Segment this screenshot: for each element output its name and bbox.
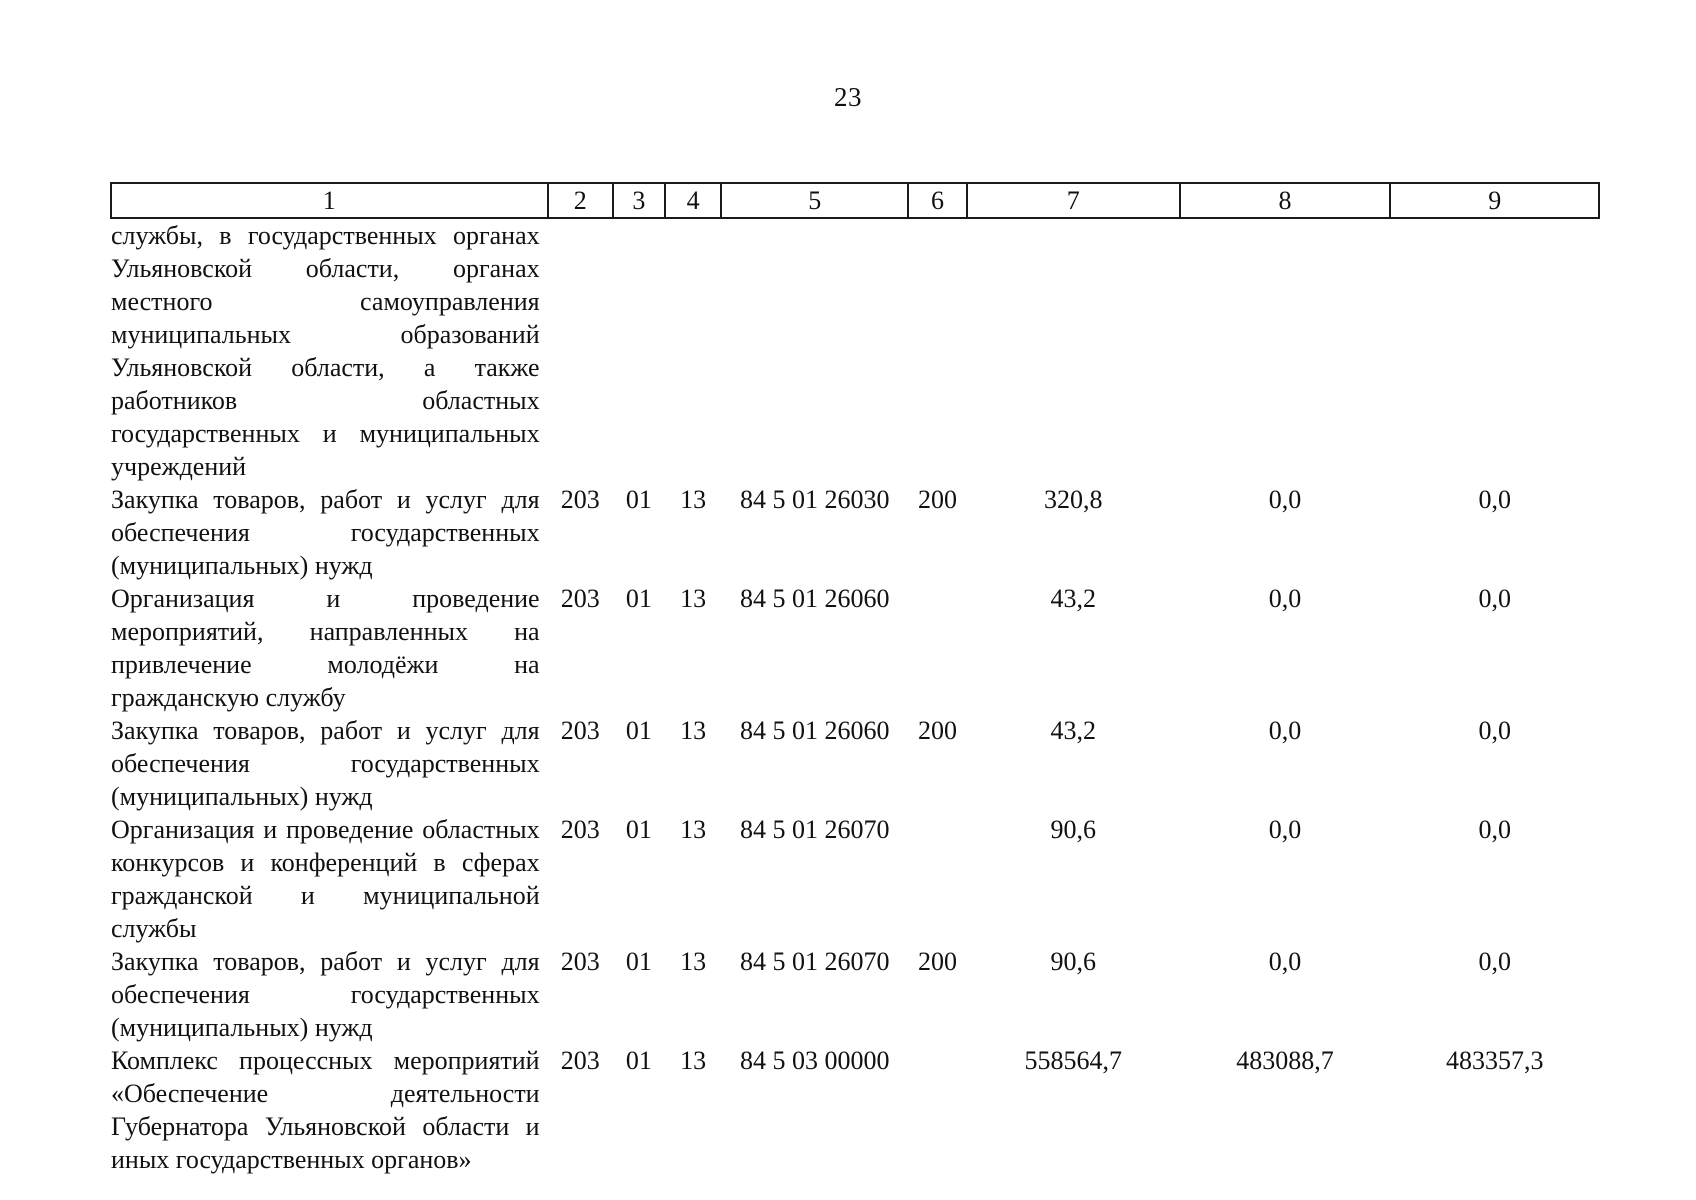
column-header: 6 [908,183,967,218]
row-description: Комплекс процессных мероприятий «Обеспечение деятельности Губернатора Ульяновской области и иных государственных органов» [111,1046,540,1174]
cell-col6 [908,582,967,714]
cell-col7: 320,8 [1044,485,1103,514]
row-description: Организация и проведение областных конкурсов и конференций в сферах гражданской и муниципальной службы [111,815,540,943]
cell-col8: 0,0 [1268,947,1302,976]
row-description: службы, в государственных органах Ульяновской области, органах местного самоуправления муниципальных образований Ульяновской области, а также работников областных государственных и муниципальных учреждений [111,221,540,481]
cell-col3: 01 [625,716,652,745]
cell-col3 [613,218,665,483]
table-row [111,1044,1599,1176]
cell-col6 [908,218,967,483]
cell-col8: 0,0 [1268,485,1302,514]
cell-col5: 84 5 01 26030 [740,485,890,514]
column-header: 1 [111,183,548,218]
cell-col5: 84 5 03 00000 [740,1046,890,1075]
cell-col2: 203 [560,947,600,976]
cell-col2: 203 [560,485,600,514]
cell-col3: 01 [625,947,652,976]
column-header: 9 [1390,183,1599,218]
cell-col3: 01 [625,584,652,613]
budget-table-container [110,182,1600,1176]
cell-col9: 0,0 [1478,584,1511,613]
cell-col5: 84 5 01 26060 [740,584,890,613]
cell-col3: 01 [625,815,652,844]
cell-col6 [908,1044,967,1176]
cell-col4: 13 [680,815,707,844]
cell-col9 [1390,218,1599,483]
column-header: 7 [967,183,1180,218]
cell-col9: 0,0 [1478,716,1511,745]
column-header: 8 [1180,183,1391,218]
cell-col9: 483357,3 [1445,1046,1544,1075]
cell-col4: 13 [680,947,707,976]
table-row [111,582,1599,714]
cell-col2: 203 [560,584,600,613]
cell-col5: 84 5 01 26060 [740,716,890,745]
cell-col4: 13 [680,1046,707,1075]
table-row [111,945,1599,1044]
cell-col4 [665,218,721,483]
column-header: 3 [613,183,665,218]
column-header: 5 [721,183,908,218]
page-number: 23 [834,82,862,112]
table-row [111,813,1599,945]
row-description: Закупка товаров, работ и услуг для обеспечения государственных (муниципальных) нужд [111,485,540,580]
cell-col8: 0,0 [1268,815,1302,844]
cell-col5: 84 5 01 26070 [740,815,890,844]
cell-col6: 200 [917,947,957,976]
cell-col3: 01 [625,485,652,514]
row-description: Закупка товаров, работ и услуг для обеспечения государственных (муниципальных) нужд [111,716,540,811]
cell-col8: 483088,7 [1236,1046,1334,1075]
cell-col5: 84 5 01 26070 [740,947,890,976]
cell-col7: 43,2 [1050,716,1096,745]
cell-col4: 13 [680,485,707,514]
cell-col8 [1180,218,1391,483]
table-row [111,218,1599,483]
cell-col9: 0,0 [1478,947,1511,976]
cell-col6: 200 [917,716,957,745]
cell-col2: 203 [560,1046,600,1075]
row-description: Организация и проведение мероприятий, направленных на привлечение молодёжи на гражданскую службу [111,584,540,712]
cell-col9: 0,0 [1478,815,1511,844]
cell-col5 [721,218,908,483]
cell-col7: 558564,7 [1024,1046,1122,1075]
cell-col7 [967,218,1180,483]
column-number-header [111,183,1599,218]
column-header: 4 [665,183,721,218]
cell-col6 [908,813,967,945]
table-row [111,483,1599,582]
cell-col7: 43,2 [1050,584,1096,613]
cell-col6: 200 [917,485,957,514]
budget-table [110,182,1600,1176]
cell-col4: 13 [680,716,707,745]
cell-col8: 0,0 [1268,584,1302,613]
row-description: Закупка товаров, работ и услуг для обеспечения государственных (муниципальных) нужд [111,947,540,1042]
cell-col7: 90,6 [1050,947,1096,976]
column-header: 2 [548,183,613,218]
cell-col2: 203 [560,815,600,844]
cell-col4: 13 [680,584,707,613]
cell-col8: 0,0 [1268,716,1302,745]
cell-col7: 90,6 [1050,815,1096,844]
cell-col2: 203 [560,716,600,745]
cell-col3: 01 [625,1046,652,1075]
cell-col9: 0,0 [1478,485,1511,514]
cell-col2 [548,218,613,483]
table-row [111,714,1599,813]
